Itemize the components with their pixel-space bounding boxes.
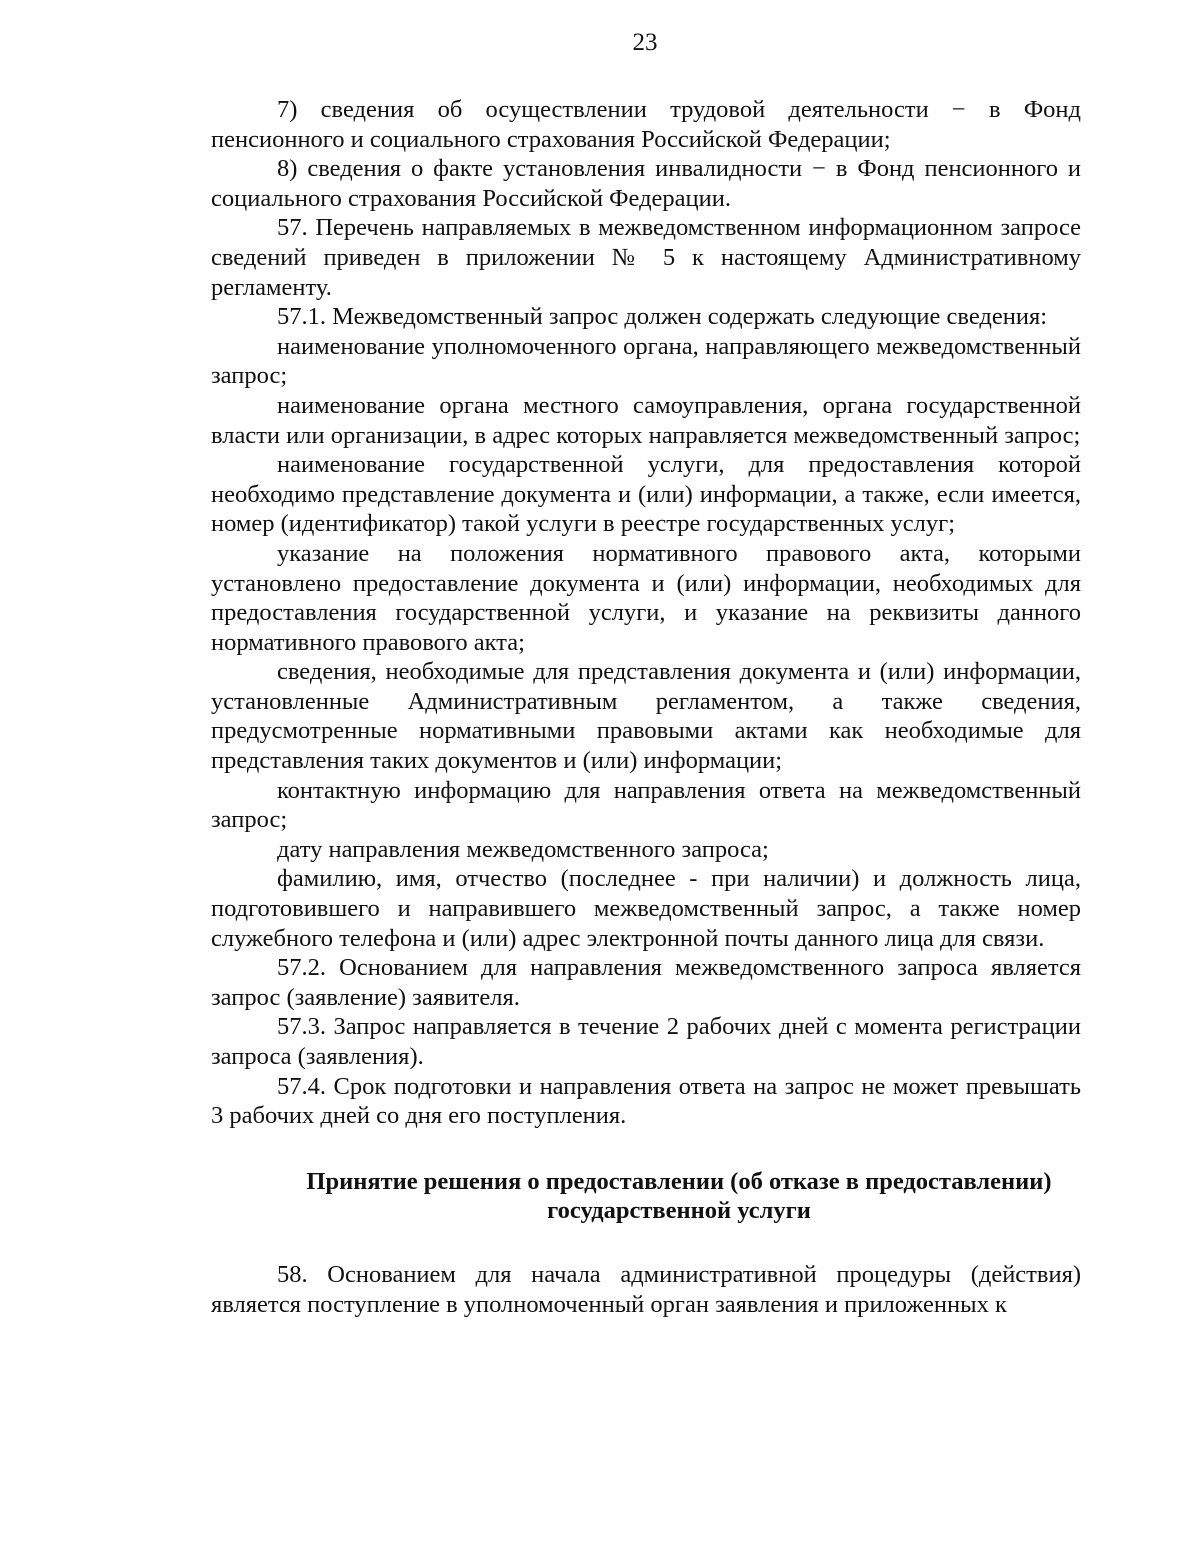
section-heading [211, 1167, 1081, 1226]
page-number: 23 [632, 29, 658, 56]
paragraph: 57.3. Запрос направляется в течение 2 рабочих дней с момента регистрации запроса (заявления). [211, 1013, 1081, 1070]
paragraph: 57. Перечень направляемых в межведомственном информационном запросе сведений приведен в приложении № 5 к настоящему Административному регламенту. [211, 214, 1081, 301]
document-body [211, 95, 1081, 1319]
paragraph: 57.1. Межведомственный запрос должен содержать следующие сведения: [277, 303, 1048, 331]
paragraph: контактную информацию для направления ответа на межведомственный запрос; [211, 776, 1081, 834]
section-heading-line: Принятие решения о предоставлении (об отказе в предоставлении) [306, 1167, 1052, 1195]
paragraph: наименование органа местного самоуправления, органа государственной власти или организации, в адрес которых направляется межведомственный запрос; [211, 391, 1081, 449]
paragraph: сведения, необходимые для представления документа и (или) информации, установленные Административным регламентом, а также сведения, предусмотренные нормативными правовыми актами как необходимые для представления таких документов и (или) информации; [211, 658, 1081, 775]
paragraph: 58. Основанием для начала административной процедуры (действия) является поступление в уполномоченный орган заявления и приложенных к [211, 1260, 1081, 1318]
section-heading-line: государственной услуги [547, 1197, 811, 1225]
paragraph: 57.2. Основанием для направления межведомственного запроса является запрос (заявление) заявителя. [211, 954, 1081, 1011]
paragraph: 8) сведения о факте установления инвалидности − в Фонд пенсионного и социального страхования Российской Федерации. [211, 155, 1081, 212]
paragraph: наименование уполномоченного органа, направляющего межведомственный запрос; [211, 332, 1081, 390]
paragraph: 7) сведения об осуществлении трудовой деятельности − в Фонд пенсионного и социального страхования Российской Федерации; [211, 96, 1081, 153]
paragraph: указание на положения нормативного правового акта, которыми установлено предоставление документа и (или) информации, необходимых для предоставления государственной услуги, и указание на реквизиты данного нормативного правового акта; [211, 539, 1081, 656]
paragraph: фамилию, имя, отчество (последнее - при наличии) и должность лица, подготовившего и направившего межведомственный запрос, а также номер служебного телефона и (или) адрес электронной почты данного лица для связи. [211, 865, 1081, 952]
paragraph: дату направления межведомственного запроса; [277, 835, 769, 863]
paragraph: наименование государственной услуги, для предоставления которой необходимо представление документа и (или) информации, а также, если имеется, номер (идентификатор) такой услуги в реестре государственных услуг; [211, 451, 1081, 538]
paragraph: 57.4. Срок подготовки и направления ответа на запрос не может превышать 3 рабочих дней со дня его поступления. [211, 1072, 1081, 1130]
